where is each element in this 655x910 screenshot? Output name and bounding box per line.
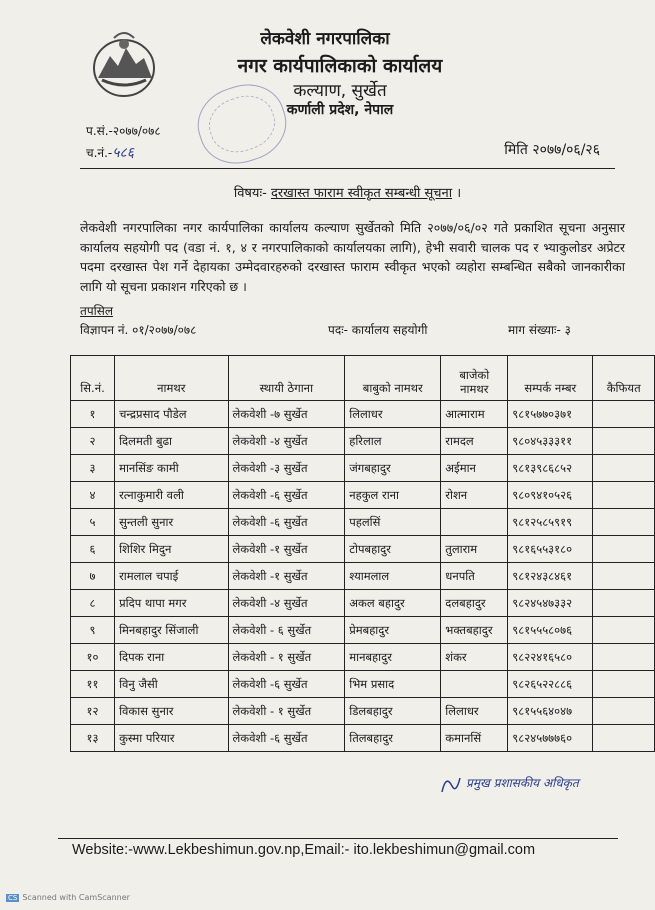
municipality-name: लेकवेशी नगरपालिका: [260, 29, 390, 49]
chn-label: च.नं.-: [86, 146, 113, 160]
cell-name: दिलमती बुढा: [115, 428, 228, 455]
chn-value: ५८६: [112, 145, 135, 161]
subject-line: [80, 183, 615, 201]
col-header-grandfather: बाजेको नामथर: [441, 356, 508, 401]
cell-grandfather: धनपति: [441, 563, 508, 590]
table-row: [71, 455, 655, 482]
col-header-sn: सि.नं.: [71, 356, 115, 401]
signature-area: [438, 768, 608, 798]
cell-name: मानसिंङ कामी: [115, 455, 228, 482]
subject-label: विषयः-: [233, 186, 267, 201]
cell-address: लेकवेशी -१ सुर्खेत: [228, 563, 345, 590]
cell-address: लेकवेशी -६ सुर्खेत: [228, 725, 345, 752]
cell-remarks: [593, 536, 655, 563]
cell-father: नहकुल राना: [345, 482, 441, 509]
table-row: [71, 644, 655, 671]
cell-remarks: [593, 563, 655, 590]
cell-father: हरिलाल: [345, 428, 441, 455]
cell-phone: ९८१३९८६८५२: [508, 455, 593, 482]
cell-name: विकास सुनार: [115, 698, 228, 725]
cell-address: लेकवेशी -४ सुर्खेत: [228, 590, 345, 617]
cell-phone: ९८२४५४७३३२: [508, 590, 593, 617]
cell-sn: ६: [71, 536, 115, 563]
cell-father: प्रेमबहादुर: [345, 617, 441, 644]
col-header-name: नामथर: [115, 356, 228, 401]
cell-father: पहलसिं: [345, 509, 441, 536]
cell-remarks: [593, 725, 655, 752]
footer-contact: Website:-www.Lekbeshimun.gov.np,Email:- ito.lekbeshimun@gmail.com: [72, 842, 536, 858]
table-row: [71, 671, 655, 698]
cell-remarks: [593, 617, 655, 644]
cell-sn: २: [71, 428, 115, 455]
cell-address: लेकवेशी -७ सुर्खेत: [228, 401, 345, 428]
cell-sn: ७: [71, 563, 115, 590]
office-location: कल्याण, सुर्खेत: [293, 81, 387, 101]
cell-grandfather: भक्तबहादुर: [441, 617, 508, 644]
subject-text: दरखास्त फाराम स्वीकृत सम्बन्धी सूचना: [270, 186, 453, 201]
cell-father: श्यामलाल: [345, 563, 441, 590]
col-header-phone: सम्पर्क नम्बर: [508, 356, 593, 401]
notice-date: मिति २०७७/०६/२६: [504, 142, 600, 158]
cell-name: कुस्मा परियार: [115, 725, 228, 752]
cell-grandfather: [441, 509, 508, 536]
cell-father: तिलबहादुर: [345, 725, 441, 752]
cell-address: लेकवेशी -६ सुर्खेत: [228, 671, 345, 698]
cell-name: दिपक राना: [115, 644, 228, 671]
camscanner-logo: CS: [8, 894, 18, 902]
cell-father: जंगबहादुर: [345, 455, 441, 482]
table-row: [71, 725, 655, 752]
cell-father: डिलबहादुर: [345, 698, 441, 725]
cell-grandfather: दलबहादुर: [441, 590, 508, 617]
cell-sn: ११: [71, 671, 115, 698]
cell-sn: १: [71, 401, 115, 428]
cell-grandfather: कमानसिं: [441, 725, 508, 752]
cell-sn: ८: [71, 590, 115, 617]
office-name: नगर कार्यपालिकाको कार्यालय: [237, 55, 443, 77]
cell-remarks: [593, 428, 655, 455]
col-header-father: बाबुको नामथर: [345, 356, 441, 401]
cell-name: सुन्तली सुनार: [115, 509, 228, 536]
cell-father: लिलाधर: [345, 401, 441, 428]
table-row: [71, 509, 655, 536]
cell-phone: ९८१२५८५९१९: [508, 509, 593, 536]
cell-remarks: [593, 671, 655, 698]
cell-phone: ९८०४५३३३११: [508, 428, 593, 455]
scanner-watermark: [6, 893, 130, 902]
table-row: [71, 698, 655, 725]
cell-remarks: [593, 590, 655, 617]
cell-grandfather: आत्माराम: [441, 401, 508, 428]
cell-phone: ९८१५७७०३७१: [508, 401, 593, 428]
tapsil-heading: तपसिल: [80, 304, 114, 318]
subject-end: ।: [456, 186, 462, 201]
cell-grandfather: शंकर: [441, 644, 508, 671]
ps-number: प.सं.-२०७७/०७८: [86, 124, 161, 138]
col-header-remarks: कैफियत: [593, 356, 655, 401]
cell-phone: ९८२४५७७७६०: [508, 725, 593, 752]
cell-remarks: [593, 509, 655, 536]
demand-count: माग संख्याः- ३: [508, 323, 571, 337]
table-row: [71, 563, 655, 590]
cell-grandfather: [441, 671, 508, 698]
cell-address: लेकवेशी -४ सुर्खेत: [228, 428, 345, 455]
col-header-address: स्थायी ठेगाना: [228, 356, 345, 401]
table-header-row: [71, 356, 655, 401]
table-row: [71, 617, 655, 644]
cell-address: लेकवेशी -६ सुर्खेत: [228, 482, 345, 509]
cell-name: विनु जैसी: [115, 671, 228, 698]
post-name: पदः- कार्यालय सहयोगी: [328, 323, 428, 337]
cell-grandfather: लिलाधर: [441, 698, 508, 725]
chn-number: [86, 143, 134, 162]
candidate-table: [70, 355, 655, 752]
footer-divider: [58, 838, 618, 839]
cell-remarks: [593, 698, 655, 725]
signature-scribble-icon: [438, 768, 468, 798]
cell-grandfather: रोशन: [441, 482, 508, 509]
cell-father: टोपबहादुर: [345, 536, 441, 563]
cell-phone: ९८१६५५३१८०: [508, 536, 593, 563]
notice-body: लेकवेशी नगरपालिका नगर कार्यपालिका कार्यालय कल्याण सुर्खेतको मिति २०७७/०६/०२ गते प्रकाशित सूचना अनुसार कार्यालय सहयोगी पद (वडा नं. १, ४ र नगरपालिकाको कार्यालयका लागि), हेभी सवारी चालक पद र भ्याकुलोडर अप्रेटर पदमा दरखास्त पेश गर्ने देहायका उम्मेदवारहरुको दरखास्त फाराम स्वीकृत भएको व्यहोरा सम्बन्धित सबैको जानकारीका लागि यो सूचना प्रकाशन गरिएको छ ।: [80, 220, 625, 294]
cell-name: मिनबहादुर सिंजाली: [115, 617, 228, 644]
table-row: [71, 590, 655, 617]
cell-remarks: [593, 455, 655, 482]
cell-address: लेकवेशी - १ सुर्खेत: [228, 698, 345, 725]
cell-sn: ९: [71, 617, 115, 644]
cell-remarks: [593, 644, 655, 671]
table-row: [71, 482, 655, 509]
cell-father: अकल बहादुर: [345, 590, 441, 617]
cell-grandfather: तुलाराम: [441, 536, 508, 563]
header-divider: [80, 168, 615, 169]
table-row: [71, 401, 655, 428]
cell-name: चन्द्रप्रसाद पौडेल: [115, 401, 228, 428]
cell-father: मानबहादुर: [345, 644, 441, 671]
cell-address: लेकवेशी -१ सुर्खेत: [228, 536, 345, 563]
cell-name: शिशिर मिदुन: [115, 536, 228, 563]
nepal-emblem-icon: [88, 30, 160, 100]
province-name: कर्णाली प्रदेश, नेपाल: [286, 102, 394, 118]
cell-sn: ४: [71, 482, 115, 509]
cell-grandfather: रामदल: [441, 428, 508, 455]
cell-name: रामलाल चपाई: [115, 563, 228, 590]
cell-sn: १०: [71, 644, 115, 671]
cell-grandfather: अईमान: [441, 455, 508, 482]
cell-sn: १३: [71, 725, 115, 752]
cell-phone: ९८२२४१६५८०: [508, 644, 593, 671]
cell-name: प्रदिप थापा मगर: [115, 590, 228, 617]
cell-remarks: [593, 482, 655, 509]
cell-phone: ९८१५५६४०४७: [508, 698, 593, 725]
scanner-text: Scanned with CamScanner: [22, 893, 130, 902]
signatory-title: प्रमुख प्रशासकीय अधिकृत: [466, 776, 579, 790]
table-row: [71, 428, 655, 455]
cell-sn: १२: [71, 698, 115, 725]
cell-address: लेकवेशी -६ सुर्खेत: [228, 509, 345, 536]
cell-phone: ९८१२४३८४६१: [508, 563, 593, 590]
cell-phone: ९८२६५२२८८६: [508, 671, 593, 698]
cell-address: लेकवेशी -३ सुर्खेत: [228, 455, 345, 482]
cell-phone: ९८०९४१०५२६: [508, 482, 593, 509]
table-row: [71, 536, 655, 563]
notice-number: विज्ञापन नं. ०१/२०७७/०७८: [80, 323, 197, 337]
cell-father: भिम प्रसाद: [345, 671, 441, 698]
cell-address: लेकवेशी - १ सुर्खेत: [228, 644, 345, 671]
cell-phone: ९८१५५५८०७६: [508, 617, 593, 644]
cell-sn: ५: [71, 509, 115, 536]
cell-name: रत्नाकुमारी वली: [115, 482, 228, 509]
cell-sn: ३: [71, 455, 115, 482]
cell-remarks: [593, 401, 655, 428]
cell-address: लेकवेशी - ६ सुर्खेत: [228, 617, 345, 644]
